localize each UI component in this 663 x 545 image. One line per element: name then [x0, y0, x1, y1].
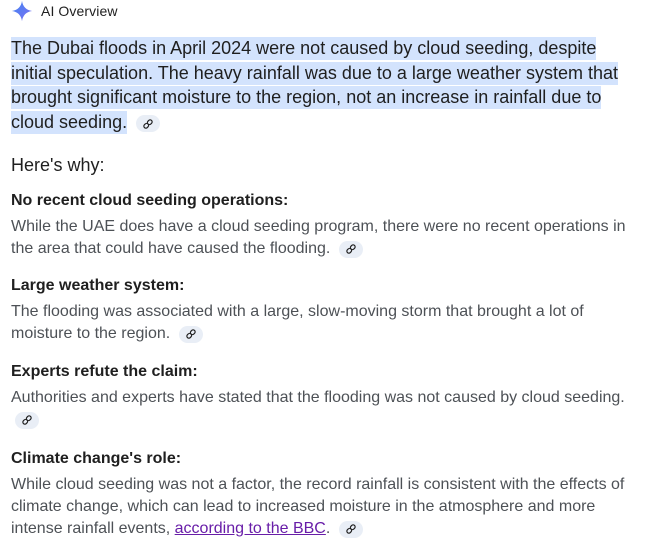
reason-body	[11, 301, 641, 345]
link-icon	[345, 243, 357, 255]
link-icon	[142, 118, 154, 130]
source-link-button[interactable]	[339, 521, 363, 538]
whys-heading: Here's why:	[11, 155, 105, 175]
sparkle-icon	[11, 0, 33, 22]
bbc-source-link[interactable]: according to the BBC	[174, 520, 326, 537]
reason-body	[11, 474, 641, 540]
reason-title: Large weather system:	[11, 277, 185, 294]
reason-text: Authorities and experts have stated that the flooding was not caused by cloud seeding.	[11, 389, 625, 406]
reason-text: The flooding was associated with a large, slow-moving storm that brought a lot of moisture to the region.	[11, 303, 584, 342]
reason-body	[11, 216, 641, 260]
link-icon	[185, 328, 197, 340]
source-link-button[interactable]	[179, 326, 203, 343]
header-title: AI Overview	[41, 3, 118, 19]
summary-text: The Dubai floods in April 2024 were not caused by cloud seeding, despite initial speculation. The heavy rainfall was due to a large weather system that brought significant moisture to the region, not an increase in rainfall due to cloud seeding.	[11, 38, 618, 132]
source-link-button[interactable]	[136, 115, 160, 132]
link-icon	[21, 414, 33, 426]
reason-experts-refute	[11, 362, 641, 431]
overview-summary	[11, 36, 636, 134]
reason-title: Experts refute the claim:	[11, 363, 198, 380]
source-link-button[interactable]	[339, 241, 363, 258]
reason-title: No recent cloud seeding operations:	[11, 192, 289, 209]
reason-no-seeding	[11, 191, 641, 260]
ai-overview-header	[11, 1, 118, 21]
source-link-button[interactable]	[15, 412, 39, 429]
reason-body	[11, 387, 641, 431]
reason-climate-change	[11, 449, 641, 540]
reason-text-end: .	[325, 520, 331, 537]
reason-text: While cloud seeding was not a factor, the record rainfall is consistent with the effects of climate change, which can lead to increased moisture in the atmosphere and more intense rainfall events,	[11, 476, 625, 537]
reason-title: Climate change's role:	[11, 450, 182, 467]
reason-weather-system	[11, 276, 641, 345]
link-icon	[345, 523, 357, 535]
reason-text: While the UAE does have a cloud seeding program, there were no recent operations in the area that could have caused the flooding.	[11, 218, 626, 257]
